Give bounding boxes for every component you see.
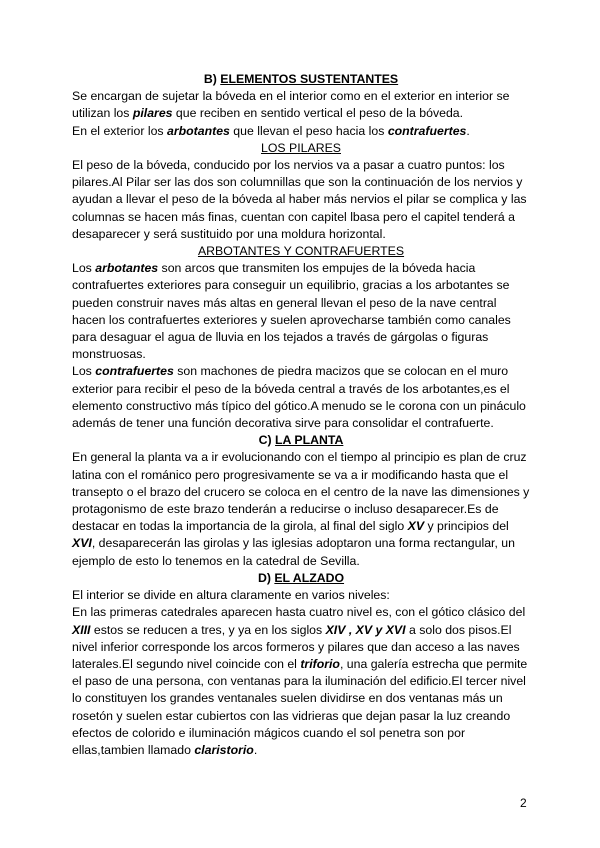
section-b-heading: B) ELEMENTOS SUSTENTANTES [203, 72, 399, 86]
section-c-heading: C) LA PLANTA [258, 433, 344, 448]
document-page [72, 71, 530, 759]
arbotantes-paragraph-1: Los arbotantes son arcos que transmiten los empujes de la bóveda hacia contrafuertes exteriores para conseguir un equilibrio, gracias a los arbotantes se pueden construir naves más altas en general llevan el peso de la nave central hacen los contrafuertes exteriores y suelen aprovecharse también como canales para desaguar el agua de lluvia en los tejados a través de gárgolas o figuras monstruosas. [72, 261, 511, 362]
page-number: 2 [520, 796, 527, 810]
section-d-heading: D) EL ALZADO [257, 570, 345, 585]
section-c-paragraph: En general la planta va a ir evolucionando con el tiempo al principio es plan de cruz latina con el románico pero progresivamente se va a ir modificando hasta que el transepto o el brazo del crucero se coloca en el centro de la nave las dimensiones y protagonismo de este brazo tenderán a reducirse o incluso desaparecer.Es de destacar en todas la importancia de la girola, al final del siglo XV y principios del XVI, desaparecerán las girolas y las iglesias adoptaron una forma rectangular, un ejemplo de esto lo tenemos en la catedral de Sevilla. [72, 450, 530, 568]
arbotantes-heading: ARBOTANTES Y CONTRAFUERTES [197, 244, 405, 259]
section-b-paragraph-1: Se encargan de sujetar la bóveda en el interior como en el exterior en interior se utilizan los pilares que reciben en sentido vertical el peso de la bóveda. [72, 89, 510, 121]
arbotantes-paragraph-2: Los contrafuertes son machones de piedra macizos que se colocan en el muro exterior para recibir el peso de la bóveda central a través de los arbotantes,es el elemento constructivo más típico del gótico.A menudo se le corona con un pináculo además de tener una función decorativa sirve para consolidar el contrafuerte. [72, 364, 526, 431]
pilares-paragraph: El peso de la bóveda, conducido por los nervios va a pasar a cuatro puntos: los pilares.Al Pilar ser las dos son columnillas que son la continuación de los nervios y ayudan a llevar el peso de la bóveda al haber más nervios el pilar se complica y las columnas se hacen más finas, cuentan con capitel lbasa pero el capitel tenderá a desaparecer y será sustituido por una moldura horizontal. [72, 158, 527, 241]
section-b-paragraph-2: En el exterior los arbotantes que llevan el peso hacia los contrafuertes. [72, 123, 470, 138]
section-d-paragraph-1: El interior se divide en altura claramente en varios niveles: [72, 588, 390, 603]
section-d-paragraph-2: En las primeras catedrales aparecen hasta cuatro nivel es, con el gótico clásico del XIII estos se reducen a tres, y ya en los siglos XIV , XV y XVI a solo dos pisos.El nivel inferior corresponde los arcos formeros y pilares que dan acceso a las naves laterales.El segundo nivel coincide con el triforio, una galería estrecha que permite el paso de una persona, con ventanas para la iluminación del edificio.El tercer nivel lo constituyen los grandes ventanales suelen dividirse en dos ventanas más un rosetón y suelen estar cubiertos con las vidrieras que dejan pasar la luz creando efectos de colorido e iluminación mágicos cuando el sol penetra son por ellas,tambien llamado claristorio. [72, 605, 528, 757]
pilares-heading: LOS PILARES [261, 140, 341, 155]
